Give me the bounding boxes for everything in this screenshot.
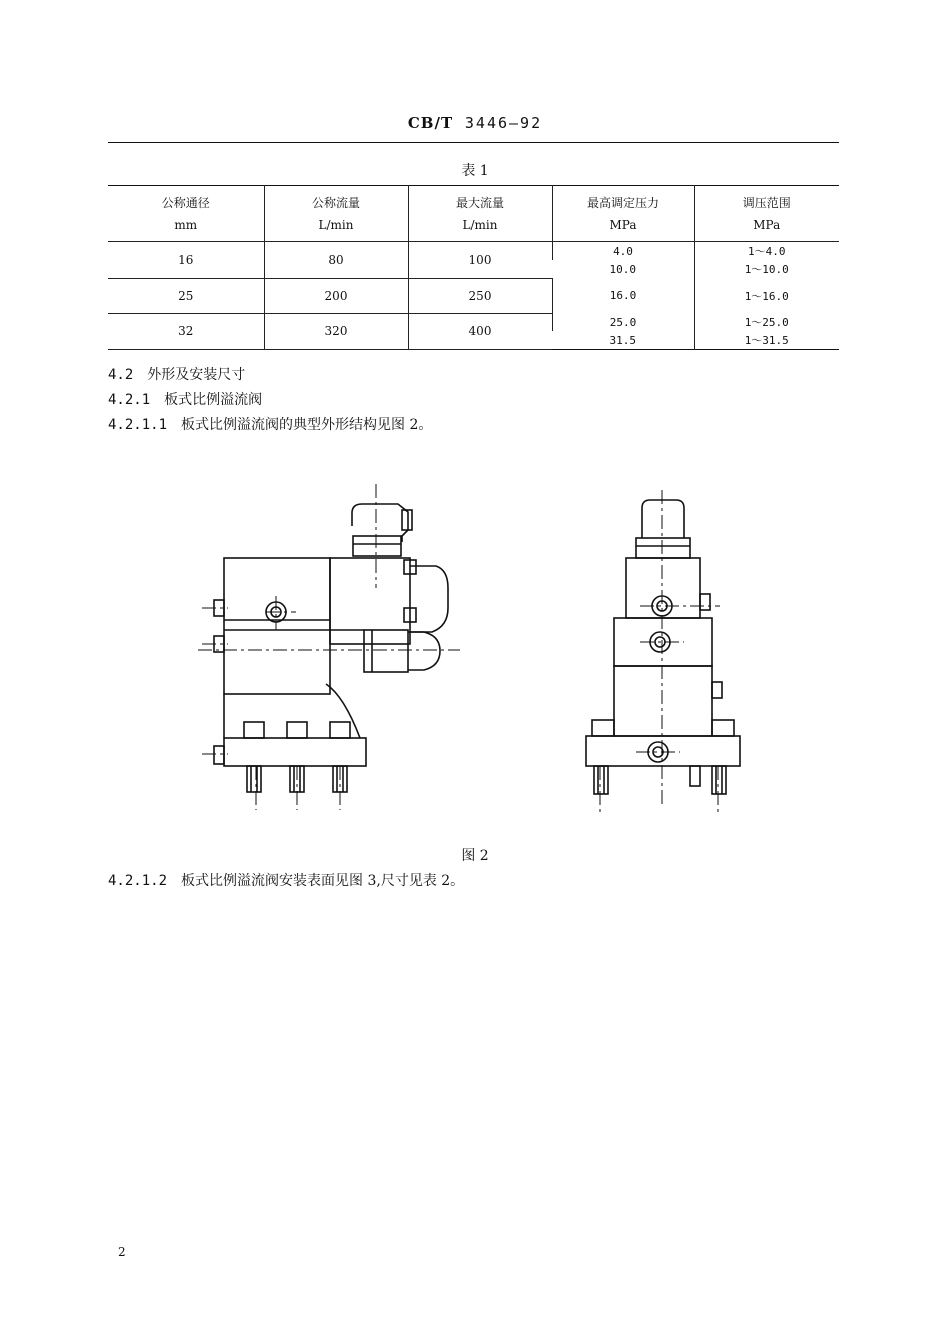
col-header-diameter: 公称通径 mm xyxy=(108,186,264,242)
col-header-max-flow: 最大流量 L/min xyxy=(408,186,552,242)
cell-flow: 200 xyxy=(264,278,408,313)
table-header-row xyxy=(108,186,839,242)
cell-range: 1～16.0 xyxy=(694,278,839,313)
table-caption: 表 1 xyxy=(461,163,489,179)
document-header xyxy=(0,114,950,132)
cell-range: 1～25.0 xyxy=(694,313,839,331)
table-row xyxy=(108,278,839,313)
standard-code: CB/T xyxy=(407,114,454,132)
cell-pressure: 25.0 xyxy=(552,313,694,331)
section-4-2: 4.2 外形及安装尺寸 xyxy=(108,367,246,383)
cell-range: 1～4.0 xyxy=(694,242,839,261)
cell-diameter: 16 xyxy=(108,242,264,279)
section-4-2-1-1: 4.2.1.1 板式比例溢流阀的典型外形结构见图 2。 xyxy=(108,417,433,433)
valve-drawing xyxy=(0,470,950,830)
col-header-flow: 公称流量 L/min xyxy=(264,186,408,242)
cell-pressure: 31.5 xyxy=(609,333,636,347)
page-number: 2 xyxy=(118,1245,126,1259)
cell-diameter: 32 xyxy=(108,313,264,350)
section-4-2-1-2: 4.2.1.2 板式比例溢流阀安装表面见图 3,尺寸见表 2。 xyxy=(108,873,465,889)
figure-caption: 图 2 xyxy=(461,848,489,864)
valve-front-view xyxy=(214,504,448,792)
cell-diameter: 25 xyxy=(108,278,264,313)
valve-side-view xyxy=(586,500,740,794)
cell-max-flow: 250 xyxy=(408,278,552,313)
col-header-pressure: 最高调定压力 MPa xyxy=(552,186,694,242)
cell-flow: 80 xyxy=(264,242,408,279)
cell-range: 1～31.5 xyxy=(694,331,839,350)
standard-number: 3446—92 xyxy=(464,114,543,132)
table-row xyxy=(108,313,839,331)
cell-pressure: 16.0 xyxy=(552,278,694,313)
cell-pressure: 10.0 xyxy=(609,262,636,276)
cell-range: 1～10.0 xyxy=(694,260,839,278)
table-row xyxy=(108,242,839,261)
section-4-2-1: 4.2.1 板式比例溢流阀 xyxy=(108,392,263,408)
cell-max-flow: 100 xyxy=(408,242,552,279)
cell-max-flow: 400 xyxy=(408,313,552,350)
spec-table xyxy=(108,185,839,350)
cell-pressure: 4.0 xyxy=(552,242,694,261)
col-header-range: 调压范围 MPa xyxy=(694,186,839,242)
header-rule xyxy=(108,142,839,143)
cell-flow: 320 xyxy=(264,313,408,350)
